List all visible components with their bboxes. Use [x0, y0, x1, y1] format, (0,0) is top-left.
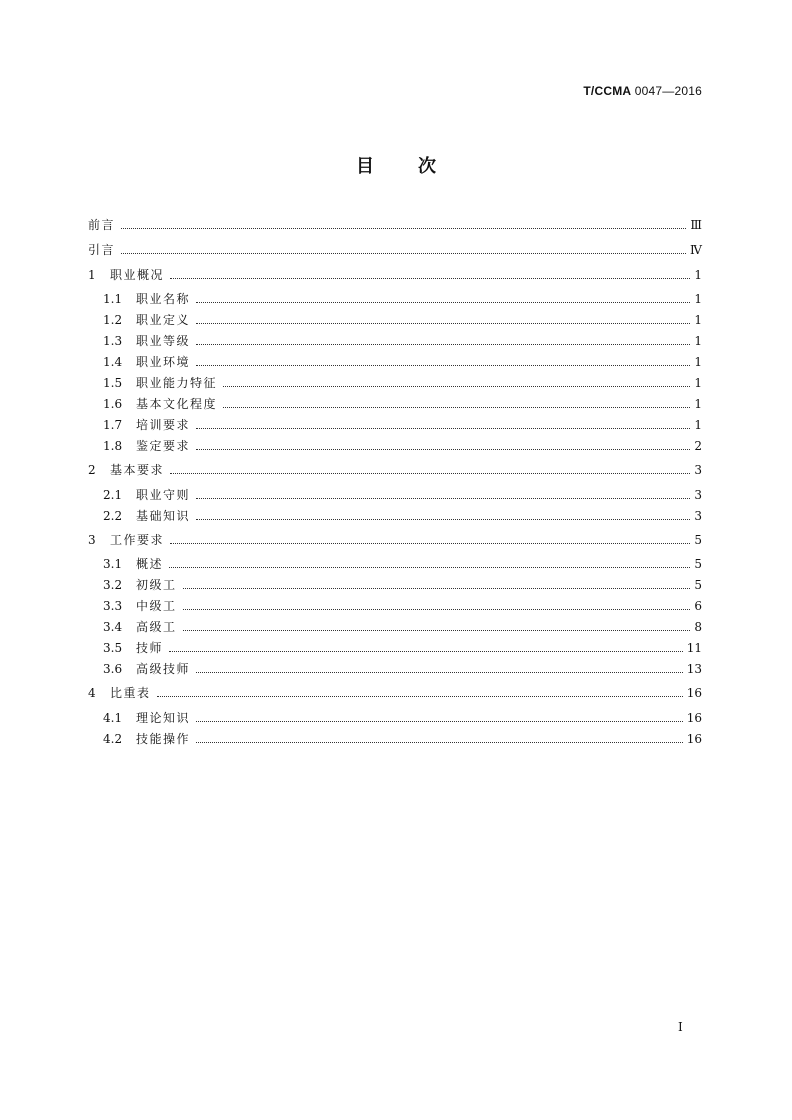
toc-page-number: 3	[694, 488, 702, 502]
toc-dot-leader	[196, 449, 690, 450]
toc-section-number: 4.2	[103, 732, 123, 746]
toc-dot-leader	[196, 672, 683, 673]
toc-page-number: 1	[694, 313, 702, 327]
title-char-1: 目	[356, 156, 374, 177]
toc-entry[interactable]	[88, 241, 702, 259]
toc-entry[interactable]	[103, 353, 702, 371]
toc-section-number: 3.6	[103, 662, 123, 676]
toc-dot-leader	[196, 302, 690, 303]
toc-dot-leader	[196, 498, 690, 499]
toc-page-number: 1	[694, 376, 702, 390]
toc-entry-label: 比重表	[110, 686, 151, 700]
toc-page-number: 13	[686, 662, 702, 676]
toc-section-number: 2	[88, 463, 96, 477]
toc-section-number: 1	[88, 268, 96, 282]
toc-entry-label: 初级工	[136, 578, 177, 592]
toc-entry[interactable]	[103, 618, 702, 636]
toc-entry[interactable]	[103, 730, 702, 748]
toc-entry-label: 高级工	[136, 620, 177, 634]
toc-page-number: 11	[686, 641, 702, 655]
toc-entry-label: 基础知识	[136, 509, 191, 523]
toc-entry[interactable]	[103, 395, 702, 413]
standard-number: 0047—2016	[631, 84, 702, 98]
toc-page-number: 1	[694, 355, 702, 369]
toc-dot-leader	[121, 228, 686, 229]
toc-entry-label: 基本要求	[110, 463, 165, 477]
toc-entry-label: 职业等级	[136, 334, 191, 348]
toc-page-number: Ⅲ	[690, 218, 702, 232]
title-char-2: 次	[418, 156, 436, 177]
toc-section-number: 2.1	[103, 488, 123, 502]
toc-page-number: 16	[686, 711, 702, 725]
toc-entry-label: 工作要求	[110, 533, 165, 547]
toc-dot-leader	[170, 473, 690, 474]
toc-entry-label: 职业守则	[136, 488, 191, 502]
toc-section-number: 1.7	[103, 418, 123, 432]
toc-section-number: 4	[88, 686, 96, 700]
toc-dot-leader	[196, 344, 690, 345]
toc-dot-leader	[223, 386, 690, 387]
toc-section-number: 3.5	[103, 641, 123, 655]
toc-entry-label: 前言	[88, 218, 116, 232]
toc-dot-leader	[169, 651, 683, 652]
toc-entry[interactable]	[103, 416, 702, 434]
toc-page-number: 5	[694, 578, 702, 592]
toc-section-number: 1.4	[103, 355, 123, 369]
toc-section-number: 3	[88, 533, 96, 547]
toc-entry[interactable]	[103, 597, 702, 615]
toc-dot-leader	[196, 742, 683, 743]
toc-entry[interactable]	[88, 531, 702, 549]
toc-page-number: 3	[694, 509, 702, 523]
standard-prefix: T/CCMA	[583, 84, 632, 98]
toc-page-number: 1	[694, 292, 702, 306]
toc-entry[interactable]	[88, 266, 702, 284]
toc-dot-leader	[170, 278, 690, 279]
toc-entry[interactable]	[103, 576, 702, 594]
toc-entry[interactable]	[103, 332, 702, 350]
toc-section-number: 1.5	[103, 376, 123, 390]
toc-dot-leader	[196, 428, 690, 429]
toc-entry[interactable]	[103, 374, 702, 392]
toc-entry[interactable]	[88, 461, 702, 479]
toc-entry-label: 基本文化程度	[136, 397, 218, 411]
toc-entry-label: 职业名称	[136, 292, 191, 306]
toc-entry[interactable]	[103, 639, 702, 657]
page-title	[0, 152, 792, 178]
toc-entry[interactable]	[103, 437, 702, 455]
toc-entry-label: 鉴定要求	[136, 439, 191, 453]
toc-entry-label: 理论知识	[136, 711, 191, 725]
toc-entry-label: 职业环境	[136, 355, 191, 369]
toc-page-number: 2	[694, 439, 702, 453]
toc-section-number: 1.6	[103, 397, 123, 411]
toc-page-number: 5	[694, 533, 702, 547]
toc-entry-label: 引言	[88, 243, 116, 257]
toc-entry[interactable]	[103, 486, 702, 504]
toc-page-number: 1	[694, 397, 702, 411]
toc-page-number: Ⅳ	[690, 243, 702, 257]
toc-entry-label: 职业概况	[110, 268, 165, 282]
toc-page-number: 16	[686, 732, 702, 746]
page-number: I	[678, 1020, 683, 1034]
toc-section-number: 3.1	[103, 557, 123, 571]
toc-section-number: 3.4	[103, 620, 123, 634]
toc-dot-leader	[121, 253, 686, 254]
toc-page-number: 1	[694, 334, 702, 348]
toc-section-number: 3.2	[103, 578, 123, 592]
toc-entry-label: 技能操作	[136, 732, 191, 746]
toc-dot-leader	[169, 567, 690, 568]
toc-dot-leader	[183, 588, 691, 589]
toc-dot-leader	[196, 721, 683, 722]
toc-section-number: 1.3	[103, 334, 123, 348]
toc-page-number: 1	[694, 268, 702, 282]
toc-entry[interactable]	[103, 709, 702, 727]
toc-page-number: 1	[694, 418, 702, 432]
toc-entry-label: 中级工	[136, 599, 177, 613]
toc-entry[interactable]	[103, 507, 702, 525]
toc-entry-label: 培训要求	[136, 418, 191, 432]
toc-page-number: 5	[694, 557, 702, 571]
toc-section-number: 1.1	[103, 292, 123, 306]
toc-entry-label: 概述	[136, 557, 164, 571]
toc-entry-label: 高级技师	[136, 662, 191, 676]
toc-entry[interactable]	[103, 290, 702, 308]
toc-entry[interactable]	[88, 684, 702, 702]
standard-code	[583, 84, 702, 98]
toc-dot-leader	[183, 609, 691, 610]
toc-entry[interactable]	[103, 660, 702, 678]
toc-section-number: 1.8	[103, 439, 123, 453]
toc-page-number: 3	[694, 463, 702, 477]
toc-section-number: 1.2	[103, 313, 123, 327]
toc-section-number: 2.2	[103, 509, 123, 523]
toc-section-number: 4.1	[103, 711, 123, 725]
toc-page-number: 8	[694, 620, 702, 634]
toc-entry[interactable]	[103, 311, 702, 329]
toc-page-number: 6	[694, 599, 702, 613]
toc-entry[interactable]	[88, 216, 702, 234]
toc-entry[interactable]	[103, 555, 702, 573]
toc-dot-leader	[170, 543, 690, 544]
toc-dot-leader	[157, 696, 683, 697]
toc-dot-leader	[183, 630, 691, 631]
toc-entry-label: 职业定义	[136, 313, 191, 327]
toc-entry-label: 职业能力特征	[136, 376, 218, 390]
toc-page-number: 16	[686, 686, 702, 700]
toc-dot-leader	[196, 323, 690, 324]
toc-dot-leader	[196, 365, 690, 366]
toc-dot-leader	[223, 407, 690, 408]
toc-dot-leader	[196, 519, 690, 520]
toc-section-number: 3.3	[103, 599, 123, 613]
toc-entry-label: 技师	[136, 641, 164, 655]
